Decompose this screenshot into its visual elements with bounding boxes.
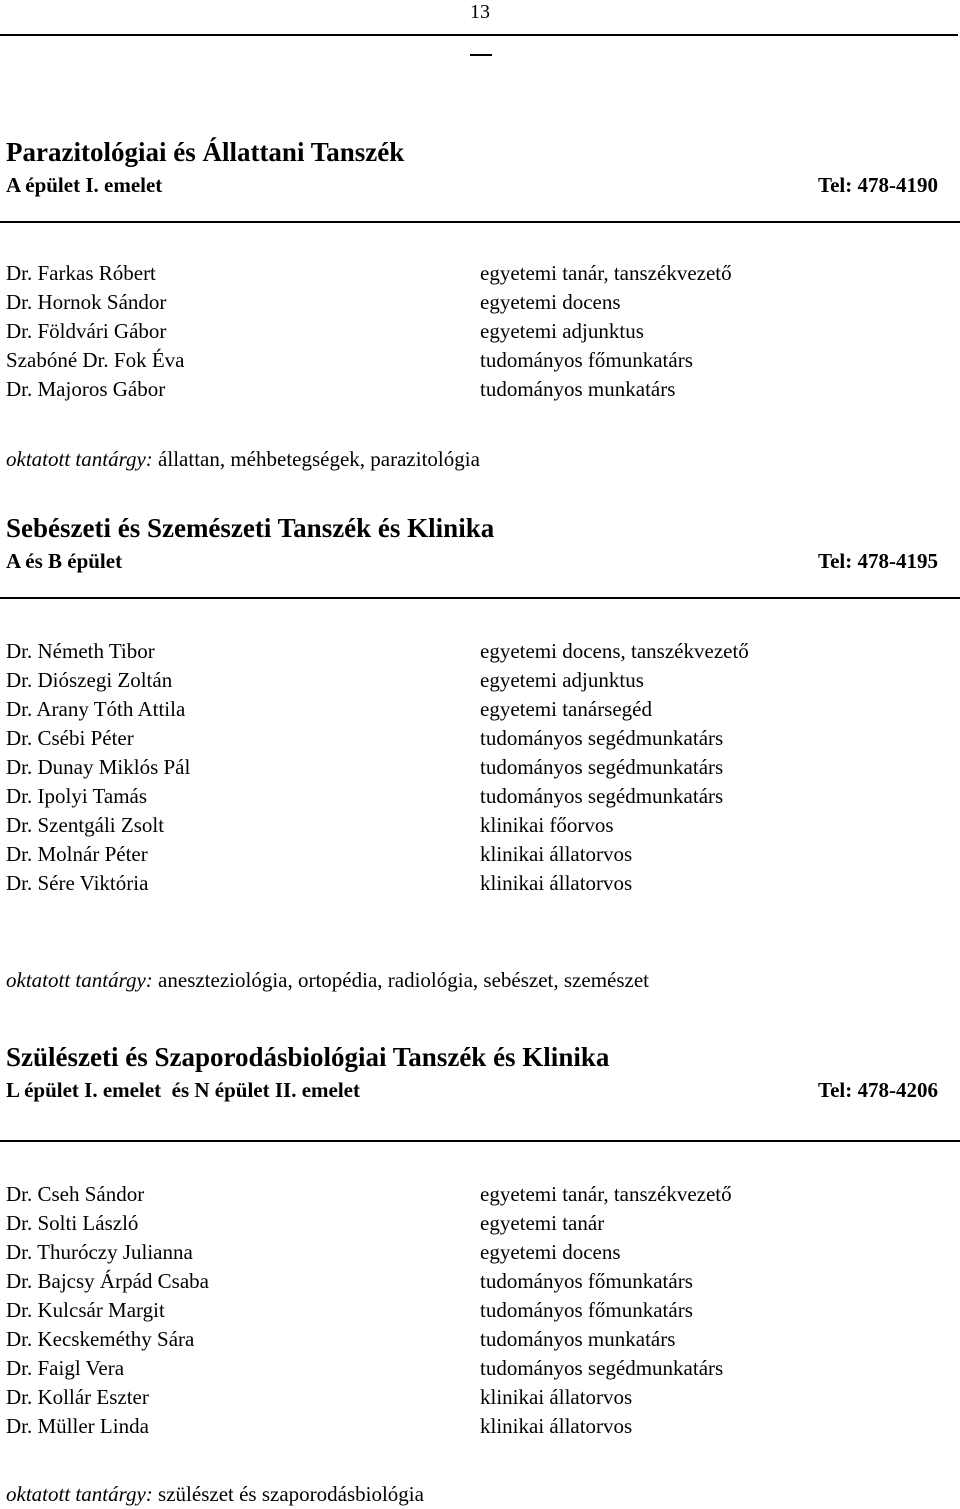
department-header [6, 136, 938, 198]
staff-row [6, 288, 946, 317]
staff-row [6, 869, 946, 898]
staff-role: egyetemi tanár, tanszékvezető [480, 1182, 732, 1206]
subjects-line [6, 1481, 424, 1507]
staff-role: tudományos munkatárs [480, 377, 676, 401]
staff-name: Dr. Kecskeméthy Sára [6, 1327, 195, 1351]
staff-row [6, 637, 946, 666]
page-number-dash [470, 54, 492, 56]
staff-row [6, 346, 946, 375]
department-header [6, 512, 938, 574]
staff-role: klinikai főorvos [480, 813, 614, 837]
staff-role: egyetemi docens, tanszékvezető [480, 639, 749, 663]
department-location-row [6, 172, 938, 198]
staff-row [6, 753, 946, 782]
staff-row [6, 782, 946, 811]
staff-name: Dr. Németh Tibor [6, 639, 155, 663]
staff-name: Dr. Cseh Sándor [6, 1182, 145, 1206]
department-location-row [6, 1077, 938, 1103]
staff-role: tudományos főmunkatárs [480, 1298, 693, 1322]
staff-row [6, 840, 946, 869]
staff-role: tudományos segédmunkatárs [480, 755, 724, 779]
department-title: Parazitológiai és Állattani Tanszék [6, 137, 405, 167]
staff-row [6, 666, 946, 695]
staff-name: Szabóné Dr. Fok Éva [6, 348, 185, 372]
staff-role: tudományos munkatárs [480, 1327, 676, 1351]
staff-row [6, 1412, 946, 1441]
department-location: A épület I. emelet [6, 173, 163, 197]
staff-row [6, 1238, 946, 1267]
staff-role: egyetemi tanár [480, 1211, 605, 1235]
staff-role: tudományos segédmunkatárs [480, 1356, 724, 1380]
staff-row [6, 1267, 946, 1296]
staff-name: Dr. Diószegi Zoltán [6, 668, 173, 692]
staff-role: tudományos főmunkatárs [480, 1269, 693, 1293]
subjects-line [6, 446, 480, 472]
staff-name: Dr. Csébi Péter [6, 726, 134, 750]
department-title: Sebészeti és Szemészeti Tanszék és Klinika [6, 513, 495, 543]
staff-row [6, 695, 946, 724]
staff-role: egyetemi tanár, tanszékvezető [480, 261, 732, 285]
subjects-text: állattan, méhbetegségek, parazitológia [158, 447, 480, 471]
department-title: Szülészeti és Szaporodásbiológiai Tanszék és Klinika [6, 1042, 610, 1072]
staff-name: Dr. Sére Viktória [6, 871, 149, 895]
staff-name: Dr. Dunay Miklós Pál [6, 755, 191, 779]
staff-role: egyetemi docens [480, 290, 621, 314]
staff-role: egyetemi tanársegéd [480, 697, 652, 721]
staff-list [6, 259, 946, 404]
header-rule [0, 34, 958, 36]
department-location-row [6, 548, 938, 574]
staff-name: Dr. Bajcsy Árpád Csaba [6, 1269, 209, 1293]
staff-name: Dr. Molnár Péter [6, 842, 148, 866]
staff-name: Dr. Müller Linda [6, 1414, 149, 1438]
staff-name: Dr. Kollár Eszter [6, 1385, 149, 1409]
staff-row [6, 1383, 946, 1412]
staff-name: Dr. Faigl Vera [6, 1356, 125, 1380]
staff-name: Dr. Farkas Róbert [6, 261, 156, 285]
staff-name: Dr. Thuróczy Julianna [6, 1240, 193, 1264]
staff-name: Dr. Ipolyi Tamás [6, 784, 148, 808]
staff-list [6, 637, 946, 898]
staff-row [6, 1354, 946, 1383]
department-phone: Tel: 478-4190 [818, 173, 938, 197]
subjects-label: oktatott tantárgy: [6, 968, 153, 992]
staff-role: egyetemi adjunktus [480, 319, 644, 343]
staff-name: Dr. Kulcsár Margit [6, 1298, 165, 1322]
staff-name: Dr. Hornok Sándor [6, 290, 167, 314]
staff-role: tudományos főmunkatárs [480, 348, 693, 372]
staff-row [6, 259, 946, 288]
subjects-label: oktatott tantárgy: [6, 447, 153, 471]
staff-name: Dr. Solti László [6, 1211, 139, 1235]
staff-row [6, 375, 946, 404]
department-location: A és B épület [6, 549, 123, 573]
staff-role: klinikai állatorvos [480, 1385, 633, 1409]
staff-row [6, 1296, 946, 1325]
staff-row [6, 317, 946, 346]
staff-name: Dr. Szentgáli Zsolt [6, 813, 165, 837]
department-header [6, 1041, 938, 1103]
department-phone: Tel: 478-4195 [818, 549, 938, 573]
staff-row [6, 724, 946, 753]
staff-role: tudományos segédmunkatárs [480, 726, 724, 750]
staff-role: klinikai állatorvos [480, 842, 633, 866]
staff-row [6, 1209, 946, 1238]
staff-list [6, 1180, 946, 1441]
staff-name: Dr. Majoros Gábor [6, 377, 166, 401]
subjects-text: szülészet és szaporodásbiológia [158, 1482, 424, 1506]
subjects-text: aneszteziológia, ortopédia, radiológia, sebészet, szemészet [158, 968, 650, 992]
staff-role: egyetemi adjunktus [480, 668, 644, 692]
section-divider [0, 1140, 960, 1142]
staff-row [6, 1180, 946, 1209]
staff-name: Dr. Arany Tóth Attila [6, 697, 186, 721]
page-number: 13 [470, 1, 490, 23]
staff-name: Dr. Földvári Gábor [6, 319, 167, 343]
staff-row [6, 811, 946, 840]
subjects-label: oktatott tantárgy: [6, 1482, 153, 1506]
staff-role: klinikai állatorvos [480, 871, 633, 895]
subjects-line [6, 967, 649, 993]
department-phone: Tel: 478-4206 [818, 1078, 938, 1102]
section-divider [0, 597, 960, 599]
staff-role: tudományos segédmunkatárs [480, 784, 724, 808]
staff-row [6, 1325, 946, 1354]
staff-role: egyetemi docens [480, 1240, 621, 1264]
section-divider [0, 221, 960, 223]
staff-role: klinikai állatorvos [480, 1414, 633, 1438]
department-location: L épület I. emelet és N épület II. emelet [6, 1078, 360, 1102]
